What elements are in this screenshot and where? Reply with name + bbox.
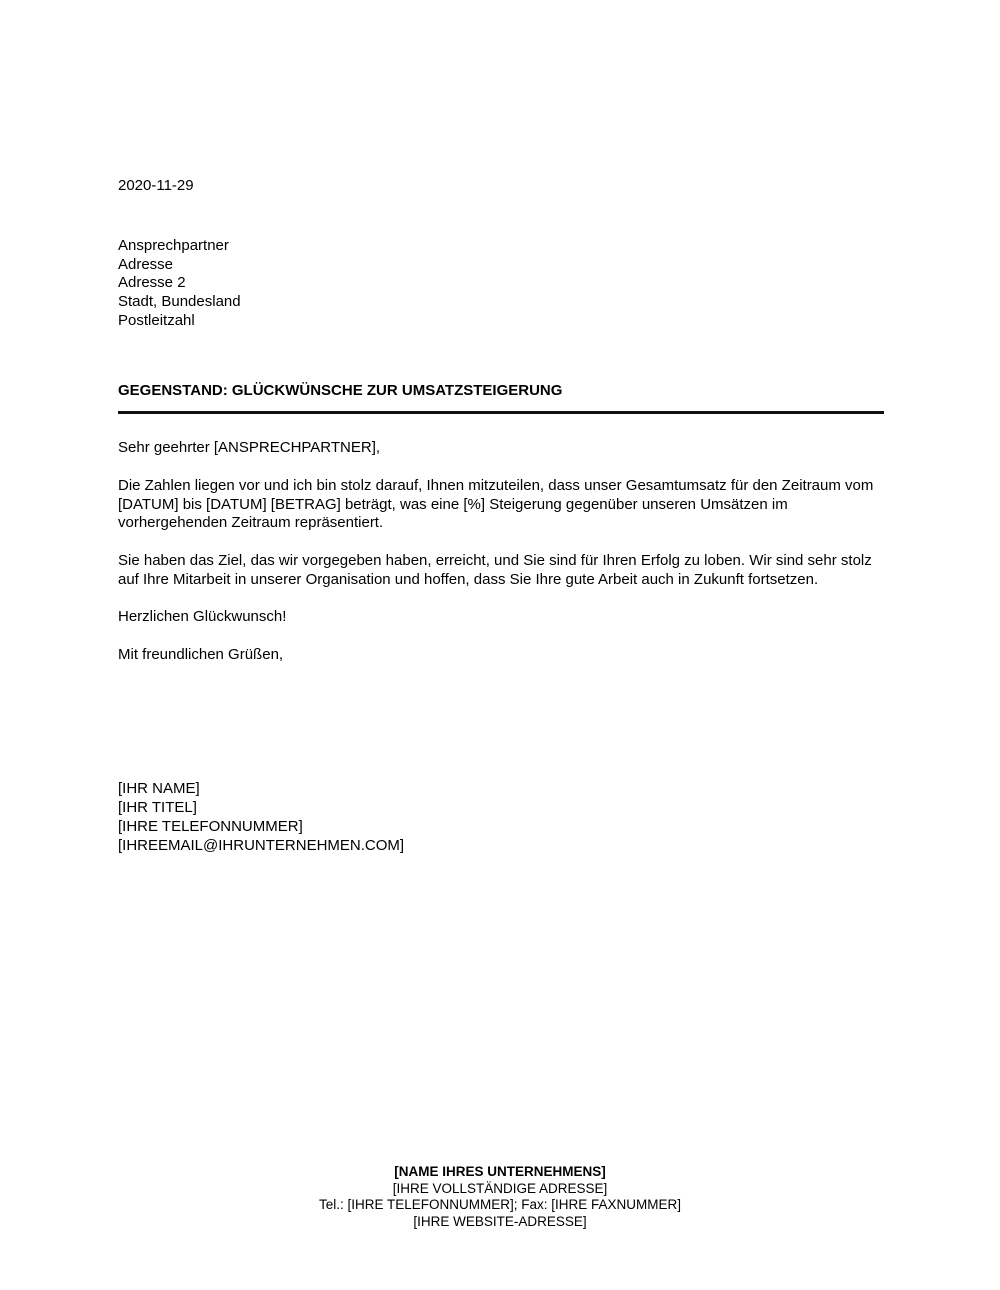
recipient-line: Stadt, Bundesland	[118, 293, 241, 310]
recipient-line: Adresse 2	[118, 274, 186, 292]
footer-phone-fax: Tel.: [IHRE TELEFONNUMMER]; Fax: [IHRE FAXNUMMER]	[318, 1197, 682, 1213]
recipient-address-block	[118, 237, 884, 331]
closing-line: Mit freundlichen Grüßen,	[118, 645, 284, 663]
footer-website: [IHRE WEBSITE-ADRESSE]	[413, 1213, 587, 1229]
signature-email: [IHREEMAIL@IHRUNTERNEHMEN.COM]	[118, 836, 405, 854]
salutation: Sehr geehrter [ANSPRECHPARTNER],	[118, 439, 381, 457]
congratulation-line: Herzlichen Glückwunsch!	[118, 608, 287, 625]
recipient-line: Postleitzahl	[118, 311, 195, 329]
signature-block	[118, 780, 884, 855]
letter-content	[118, 177, 884, 855]
body-paragraph-2: Sie haben das Ziel, das wir vorgegeben haben, erreicht, und Sie sind für Ihren Erfolg zu loben. Wir sind sehr stolz auf Ihre Mitarbeit in unserer Organisation und hoffen, dass Sie Ihre gute Arbeit auch in Zukunft fortsetzen.	[118, 551, 872, 588]
body-paragraph-1: Die Zahlen liegen vor und ich bin stolz darauf, Ihnen mitzuteilen, dass unser Gesamtumsatz für den Zeitraum vom [DATUM] bis [DATUM] [BETRAG] beträgt, was eine [%] Steigerung gegenüber unseren Umsätzen im vorhergehenden Zeitraum repräsentiert.	[118, 476, 874, 532]
company-footer	[0, 1164, 1000, 1230]
signature-title: [IHR TITEL]	[118, 799, 197, 816]
subject-line: GEGENSTAND: GLÜCKWÜNSCHE ZUR UMSATZSTEIGERUNG	[118, 381, 563, 399]
recipient-line: Adresse	[118, 255, 174, 273]
footer-company-address: [IHRE VOLLSTÄNDIGE ADRESSE]	[392, 1180, 608, 1196]
subject-divider-rule	[118, 411, 884, 414]
footer-company-name: [NAME IHRES UNTERNEHMENS]	[394, 1164, 606, 1179]
recipient-line: Ansprechpartner	[118, 236, 229, 254]
letter-date: 2020-11-29	[118, 177, 194, 194]
signature-name: [IHR NAME]	[118, 780, 200, 798]
signature-phone: [IHRE TELEFONNUMMER]	[118, 817, 303, 835]
